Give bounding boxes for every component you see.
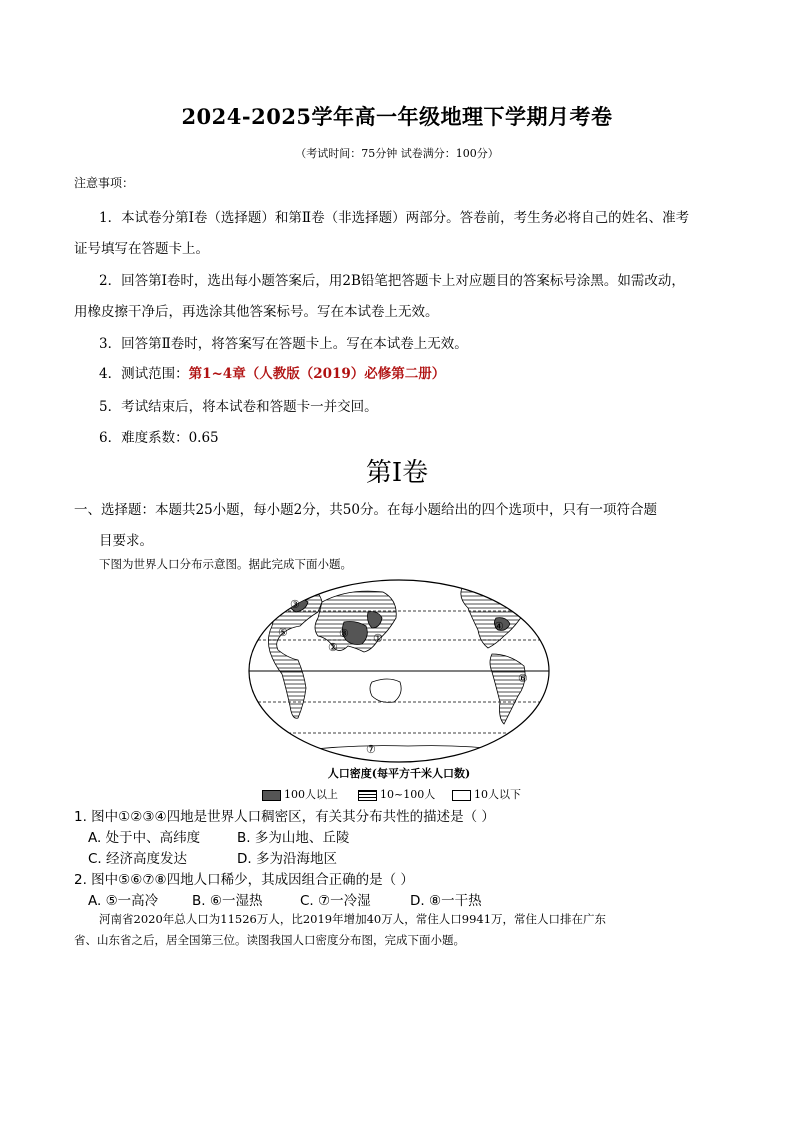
legend-low xyxy=(452,786,521,802)
question-1: 1. 图中①②③④四地是世界人口稠密区，有关其分布共性的描述是（ ） xyxy=(74,809,495,825)
legend-low-swatch xyxy=(452,790,471,801)
legend-high xyxy=(262,786,338,802)
note-1-line-a: 1．本试卷分第Ⅰ卷（选择题）和第Ⅱ卷（非选择题）两部分。答卷前，考生务必将自己的姓名、准考 xyxy=(99,210,690,226)
section-title: 第Ⅰ卷 xyxy=(365,458,429,488)
map-label-4: ④ xyxy=(494,620,504,633)
exam-title: 2024-2025学年高一年级地理下学期月考卷 xyxy=(181,104,613,129)
legend-mid-label: 10~100人 xyxy=(380,788,436,801)
map-label-6: ⑥ xyxy=(518,672,528,685)
section-instruction-a: 一、选择题：本题共25小题，每小题2分，共50分。在每小题给出的四个选项中，只有一项符合题 xyxy=(74,502,657,518)
note-6: 6．难度系数：0.65 xyxy=(99,430,219,446)
note-4 xyxy=(99,362,445,382)
question-2-option-c[interactable]: C. ⑦一冷湿 xyxy=(300,893,371,909)
note-3: 3．回答第Ⅱ卷时，将答案写在答题卡上。写在本试卷上无效。 xyxy=(99,336,468,352)
question-2-option-b[interactable]: B. ⑥一湿热 xyxy=(192,893,263,909)
map-label-8: ⑧ xyxy=(339,627,349,640)
question-1-option-a[interactable]: A. 处于中、高纬度 xyxy=(88,830,201,846)
exam-subtitle: （考试时间：75分钟 试卷满分：100分） xyxy=(295,147,499,160)
question-2-option-a[interactable]: A. ⑤一高冷 xyxy=(88,893,159,909)
legend-title: 人口密度(每平方千米人口数) xyxy=(327,767,471,780)
map-label-3: ③ xyxy=(290,598,300,611)
map-label-7: ⑦ xyxy=(366,743,376,756)
world-population-map xyxy=(248,578,550,764)
note-4-label: 4．测试范围： xyxy=(99,366,189,382)
note-5: 5．考试结束后，将本试卷和答题卡一并交回。 xyxy=(99,399,378,415)
map-label-2: ② xyxy=(328,641,338,654)
passage-line-a: 河南省2020年总人口为11526万人，比2019年增加40万人，常住人口9941万，常住人口排在广东 xyxy=(99,912,607,926)
test-range: 第1~4章（人教版（2019）必修第二册） xyxy=(188,366,446,382)
map-label-5: ⑤ xyxy=(278,626,288,639)
notes-heading: 注意事项： xyxy=(74,176,135,190)
legend-low-label: 10人以下 xyxy=(474,788,521,801)
question-1-option-d[interactable]: D. 多为沿海地区 xyxy=(237,851,337,867)
question-2-option-d[interactable]: D. ⑧一干热 xyxy=(410,893,482,909)
passage-line-b: 省、山东省之后，居全国第三位。读图我国人口密度分布图，完成下面小题。 xyxy=(74,933,465,947)
question-1-option-b[interactable]: B. 多为山地、丘陵 xyxy=(237,830,350,846)
question-intro: 下图为世界人口分布示意图。据此完成下面小题。 xyxy=(99,557,352,571)
map-label-1: ① xyxy=(373,632,383,645)
question-2: 2. 图中⑤⑥⑦⑧四地人口稀少，其成因组合正确的是（ ） xyxy=(74,872,414,888)
legend-mid-swatch xyxy=(358,790,377,801)
legend-mid xyxy=(358,786,435,802)
legend-high-label: 100人以上 xyxy=(284,788,338,801)
section-instruction-b: 目要求。 xyxy=(99,533,153,549)
question-1-option-c[interactable]: C. 经济高度发达 xyxy=(88,851,188,867)
legend-high-swatch xyxy=(262,790,281,801)
note-1-line-b: 证号填写在答题卡上。 xyxy=(74,241,209,257)
note-2-line-b: 用橡皮擦干净后，再选涂其他答案标号。写在本试卷上无效。 xyxy=(74,304,439,320)
note-2-line-a: 2．回答第Ⅰ卷时，选出每小题答案后，用2B铅笔把答题卡上对应题目的答案标号涂黑。如需改动， xyxy=(99,273,685,289)
